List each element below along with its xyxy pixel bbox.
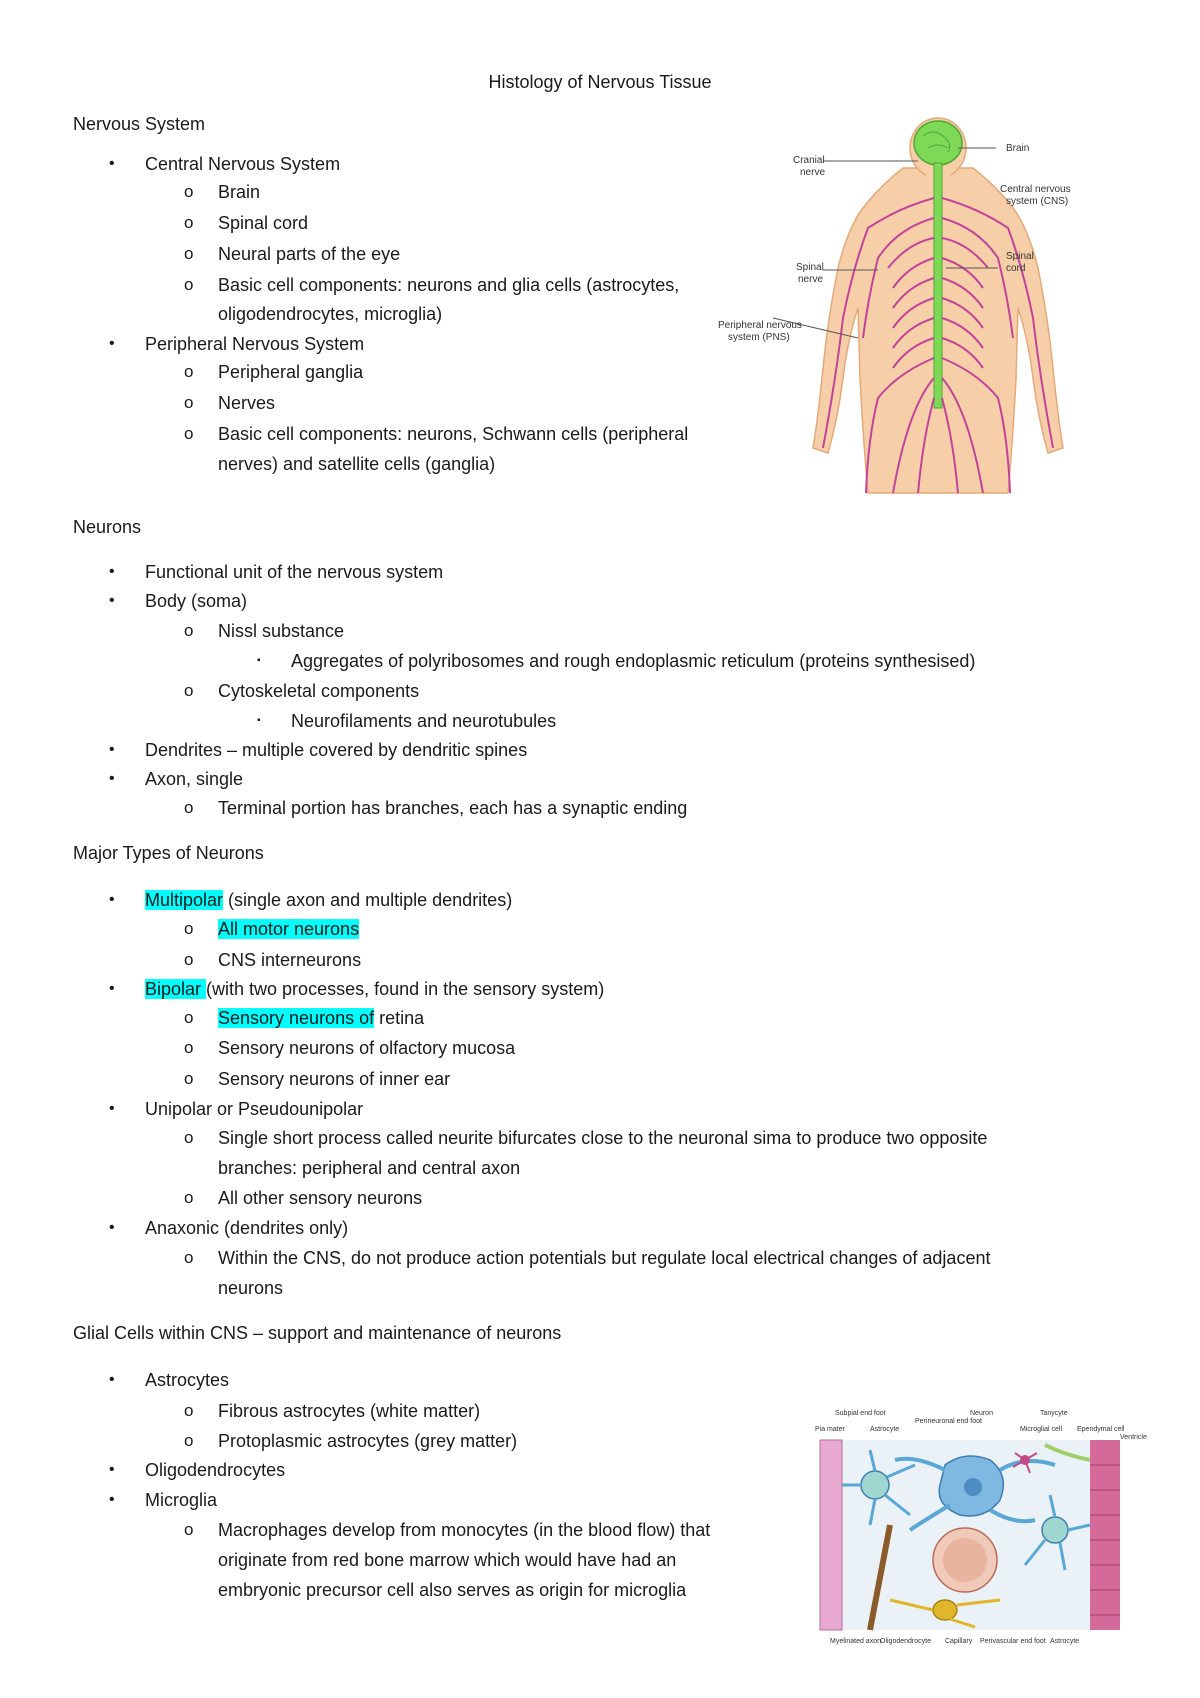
brain-shape xyxy=(914,121,962,165)
bullet: • xyxy=(109,563,115,580)
label-ventricle: Ventricle xyxy=(1120,1434,1147,1441)
list-item: Fibrous astrocytes (white matter) xyxy=(218,1401,481,1421)
bullet: o xyxy=(184,1401,194,1420)
nervous-system-diagram xyxy=(718,118,1188,493)
label-pns-2: system (PNS) xyxy=(728,332,790,343)
list-item: Protoplasmic astrocytes (grey matter) xyxy=(218,1431,518,1451)
bullet: ▪ xyxy=(257,715,261,726)
list-item-continuation: embryonic precursor cell also serves as origin for microglia xyxy=(218,1580,687,1600)
glial-cells-figure xyxy=(815,1405,1155,1655)
page-title: Histology of Nervous Tissue xyxy=(488,72,712,92)
label-perivascular-end-foot: Perivascular end foot xyxy=(980,1638,1046,1645)
bullet: • xyxy=(109,1100,115,1117)
list-item-bipolar xyxy=(145,978,604,1000)
bullet: o xyxy=(184,919,194,938)
list-item: Within the CNS, do not produce action potentials but regulate local electrical changes of adjacent xyxy=(218,1248,991,1268)
bullet: o xyxy=(184,1128,194,1147)
heading-neurons: Neurons xyxy=(73,517,142,537)
bullet: o xyxy=(184,424,194,443)
bullet: o xyxy=(184,1038,194,1057)
bullet: • xyxy=(109,155,115,172)
text: retina xyxy=(374,1008,425,1028)
spinal-cord-shape xyxy=(934,163,942,408)
list-item-continuation: oligodendrocytes, microglia) xyxy=(218,304,443,324)
list-item: Spinal cord xyxy=(218,213,309,233)
list-item: Body (soma) xyxy=(145,591,248,611)
list-item: All other sensory neurons xyxy=(218,1188,423,1208)
label-capillary: Capillary xyxy=(945,1638,973,1645)
bullet: • xyxy=(109,770,115,787)
bullet: • xyxy=(109,335,115,352)
bullet: o xyxy=(184,1188,194,1207)
list-item xyxy=(218,918,359,940)
list-item-anaxonic: Anaxonic (dendrites only) xyxy=(145,1218,349,1238)
label-cns-2: system (CNS) xyxy=(1006,196,1069,207)
list-item-continuation: originate from red bone marrow which would have had an xyxy=(218,1550,677,1570)
label-pia-mater: Pia mater xyxy=(815,1426,845,1433)
bullet: o xyxy=(184,362,194,381)
glial-cells-diagram xyxy=(815,1405,1155,1655)
bullet: o xyxy=(184,182,194,201)
list-item: Single short process called neurite bifurcates close to the neuronal sima to produce two opposite xyxy=(218,1128,988,1148)
list-item: Microglia xyxy=(145,1490,218,1510)
list-item: Basic cell components: neurons and glia cells (astrocytes, xyxy=(218,275,680,295)
label-cranial-nerve-2: nerve xyxy=(800,167,826,178)
heading-glial-cells: Glial Cells within CNS – support and maintenance of neurons xyxy=(73,1323,562,1343)
bullet: • xyxy=(109,592,115,609)
bullet: • xyxy=(109,741,115,758)
list-item-continuation: branches: peripheral and central axon xyxy=(218,1158,521,1178)
highlight: Bipolar xyxy=(145,979,207,999)
highlight: All motor neurons xyxy=(218,919,360,939)
ependymal-layer xyxy=(1090,1440,1120,1630)
label-neuron: Neuron xyxy=(970,1410,993,1417)
list-item: Neurofilaments and neurotubules xyxy=(291,711,557,731)
list-item: Functional unit of the nervous system xyxy=(145,562,444,582)
list-item-unipolar: Unipolar or Pseudounipolar xyxy=(145,1099,364,1119)
label-subpial-end-foot: Subpial end foot xyxy=(835,1410,886,1417)
heading-major-types: Major Types of Neurons xyxy=(73,843,264,863)
list-item: Basic cell components: neurons, Schwann cells (peripheral xyxy=(218,424,689,444)
list-item-multipolar xyxy=(145,889,512,911)
label-cranial-nerve-1: Cranial xyxy=(793,155,825,166)
text: (with two processes, found in the sensory system) xyxy=(206,979,605,999)
bullet: o xyxy=(184,213,194,232)
list-item: Sensory neurons of olfactory mucosa xyxy=(218,1038,516,1058)
list-item: Astrocytes xyxy=(145,1370,230,1390)
bullet: • xyxy=(109,1371,115,1388)
bullet: o xyxy=(184,1008,194,1027)
list-item: CNS interneurons xyxy=(218,950,362,970)
highlight: Sensory neurons of xyxy=(218,1008,375,1028)
bullet: o xyxy=(184,1520,194,1539)
label-astrocyte-top: Astrocyte xyxy=(870,1426,900,1433)
label-spinal-cord-1: Spinal xyxy=(1006,251,1034,262)
text: (single axon and multiple dendrites) xyxy=(223,890,513,910)
bullet: o xyxy=(184,798,194,817)
label-ependymal-cell: Ependymal cell xyxy=(1077,1426,1125,1433)
list-item: Cytoskeletal components xyxy=(218,681,420,701)
pia-mater-shape xyxy=(820,1440,842,1630)
bullet: o xyxy=(184,244,194,263)
bullet: • xyxy=(109,891,115,908)
list-item-continuation: neurons xyxy=(218,1278,284,1298)
list-item: Dendrites – multiple covered by dendritic spines xyxy=(145,740,528,760)
list-item-pns: Peripheral Nervous System xyxy=(145,334,365,354)
label-oligodendrocyte: Oligodendrocyte xyxy=(880,1638,931,1645)
list-item: Aggregates of polyribosomes and rough endoplasmic reticulum (proteins synthesised) xyxy=(291,651,976,671)
label-brain: Brain xyxy=(1006,143,1030,154)
list-item: Oligodendrocytes xyxy=(145,1460,286,1480)
label-cns-1: Central nervous xyxy=(1000,184,1071,195)
bullet: o xyxy=(184,1069,194,1088)
label-spinal-cord-2: cord xyxy=(1006,263,1026,274)
heading-nervous-system: Nervous System xyxy=(73,114,206,134)
bullet: o xyxy=(184,393,194,412)
bullet: • xyxy=(109,1491,115,1508)
list-item-continuation: nerves) and satellite cells (ganglia) xyxy=(218,454,496,474)
label-perineuronal-end-foot: Perineuronal end foot xyxy=(915,1418,982,1425)
label-astrocyte-bottom: Astrocyte xyxy=(1050,1638,1080,1645)
bullet: o xyxy=(184,950,194,969)
list-item: Neural parts of the eye xyxy=(218,244,401,264)
bullet: o xyxy=(184,1431,194,1450)
bullet: o xyxy=(184,1248,194,1267)
label-myelinated-axon: Myelinated axon xyxy=(830,1638,881,1645)
list-item: Nissl substance xyxy=(218,621,345,641)
capillary-shape xyxy=(933,1528,997,1592)
list-item: Terminal portion has branches, each has a synaptic ending xyxy=(218,798,688,818)
label-tanycyte: Tanycyte xyxy=(1040,1410,1068,1417)
bullet: • xyxy=(109,1461,115,1478)
list-item: Peripheral ganglia xyxy=(218,362,364,382)
label-spinal-nerve-1: Spinal xyxy=(796,262,824,273)
nervous-system-figure xyxy=(718,118,1188,493)
bullet: o xyxy=(184,681,194,700)
bullet: • xyxy=(109,980,115,997)
list-item: Nerves xyxy=(218,393,276,413)
list-item: Axon, single xyxy=(145,769,244,789)
bullet: • xyxy=(109,1219,115,1236)
list-item xyxy=(218,1007,424,1029)
label-microglial-cell: Microglial cell xyxy=(1020,1426,1063,1433)
list-item-cns: Central Nervous System xyxy=(145,154,341,174)
bullet: o xyxy=(184,621,194,640)
label-spinal-nerve-2: nerve xyxy=(798,274,824,285)
list-item: Sensory neurons of inner ear xyxy=(218,1069,451,1089)
highlight: Multipolar xyxy=(145,890,224,910)
list-item: Macrophages develop from monocytes (in the blood flow) that xyxy=(218,1520,711,1540)
bullet: o xyxy=(184,275,194,294)
list-item: Brain xyxy=(218,182,261,202)
bullet: ▪ xyxy=(257,655,261,666)
label-pns-1: Peripheral nervous xyxy=(718,320,802,331)
